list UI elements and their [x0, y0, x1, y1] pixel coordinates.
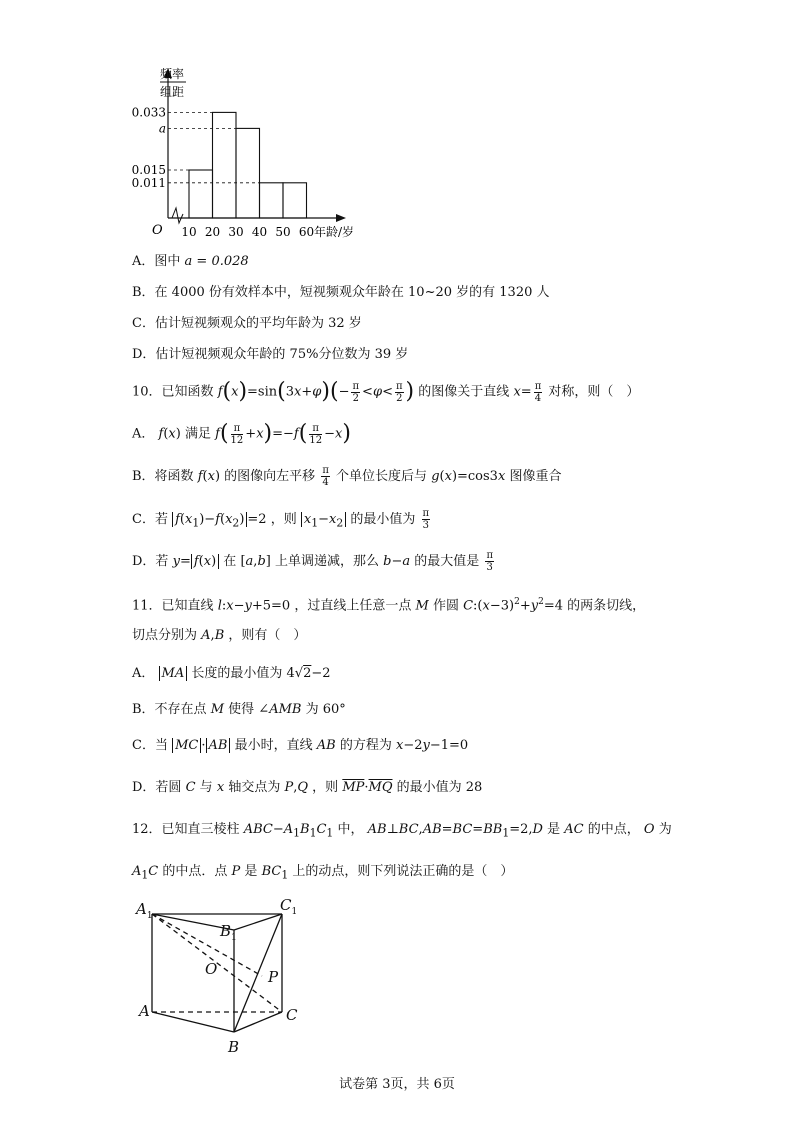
- q12-stem-e: 为: [658, 822, 672, 837]
- q10-option-b[interactable]: B．将函数 f(x) 的图像向左平移 $\frac{\pi}{4}$ 个单位长度后与 g(x)=cos3x 图像重合: [132, 465, 562, 488]
- y-tick-label: a: [158, 121, 166, 136]
- q12-stem-a: 12．已知直三棱柱: [132, 822, 240, 837]
- q10-option-c-a: C．若: [132, 512, 168, 527]
- q9-option-b[interactable]: [132, 283, 550, 303]
- q11-option-d-e: 的最小值为 28: [396, 780, 483, 795]
- y-axis-label-bottom: 组距: [159, 85, 185, 99]
- prism-diagram: [0, 890, 794, 1060]
- q11-stem-d: 的两条切线，: [567, 598, 646, 614]
- q11-option-d-b: 与: [199, 780, 213, 795]
- q9-option-a-expr: a = 0.028: [184, 254, 249, 269]
- q10-option-b-d: 图像重合: [509, 469, 562, 484]
- x-tick-label: 50: [275, 225, 291, 239]
- q11-stem-2: 切点分别为 A,B ，则有（ ）: [132, 628, 307, 643]
- q11-option-d-c: 轴交点为: [228, 780, 281, 795]
- y-tick-label: 0.015: [131, 163, 166, 177]
- q9-option-a[interactable]: [132, 252, 249, 272]
- q11-stem2-a: 切点分别为: [132, 628, 198, 643]
- q10-option-d-d: 的最大值是: [414, 554, 480, 569]
- q11-option-b-c: 为: [305, 702, 319, 717]
- q9-option-d-text: D．估计短视频观众年龄的 75%分位数为 39 岁: [132, 347, 409, 362]
- q10-option-b-a: B．将函数: [132, 469, 194, 484]
- y-tick-label: 0.011: [131, 175, 166, 190]
- q11-option-b-a: B．不存在点: [132, 702, 207, 717]
- q12-stem2-c: 上的动点，则下列说法正确的是（ ）: [292, 864, 514, 879]
- q9-option-c-text: C．估计短视频观众的平均年龄为 32 岁: [132, 316, 362, 331]
- q10-option-d[interactable]: D．若 y= f(x) 在 [a,b] 上单调递减，那么 b−a 的最大值是 $\frac{\pi}{3}$: [132, 550, 494, 573]
- q10-stem-a: 10．已知函数: [132, 384, 214, 400]
- q10-option-a-text: 满足: [184, 426, 211, 442]
- q12-stem-b: 中，: [337, 822, 364, 837]
- q10-stem-c: 对称，则（ ）: [548, 384, 640, 400]
- x-tick-label: 10: [181, 225, 197, 239]
- histogram-bar: [236, 128, 260, 218]
- q11-option-a-a: A．: [132, 666, 155, 681]
- x-axis-label: 年龄/岁: [314, 225, 355, 239]
- q11-option-b[interactable]: B．不存在点 M 使得 ∠AMB 为 60°: [132, 702, 346, 717]
- q11-option-d-a: D．若圆: [132, 780, 182, 795]
- q10-option-a-label: A．: [132, 426, 155, 442]
- q11-stem2-b: ，则有（ ）: [228, 628, 307, 643]
- q10-option-b-b: 的图像向左平移: [224, 469, 316, 484]
- page-footer: 试卷第 3页，共 6页: [339, 1077, 455, 1092]
- q11-option-c-b: 最小时，直线: [234, 738, 313, 753]
- q10-stem-b: 的图像关于直线: [418, 384, 510, 400]
- label-c: C: [286, 1006, 298, 1024]
- y-axis-label-top: 频率: [159, 67, 185, 81]
- q11-stem-c: 作圆: [432, 598, 459, 614]
- label-b: B: [228, 1038, 240, 1056]
- histogram-bar: [189, 170, 213, 218]
- origin-label: O: [152, 223, 163, 238]
- x-axis-arrow: [336, 214, 346, 222]
- q9-option-d[interactable]: [132, 345, 408, 365]
- q11-stem-a: 11．已知直线: [132, 598, 214, 614]
- x-tick-label: 30: [228, 225, 244, 239]
- axis-break: [172, 208, 183, 223]
- q10-stem: 10．已知函数 f(x)=sin(3x+φ)(− $\frac{\pi}{2}$ <φ< $\frac{\pi}{2}$ ) 的图像关于直线 x= $\frac{\pi}{4}$ 对称，则（ ）: [132, 379, 640, 404]
- label-p: P: [268, 968, 279, 986]
- label-a: A: [139, 1002, 150, 1020]
- label-o: O: [205, 960, 218, 978]
- histogram-bar: [283, 183, 307, 218]
- label-b1: $B_1$: [220, 922, 237, 943]
- q10-option-d-c: 上单调递减，那么: [274, 554, 379, 569]
- q10-option-c-c: 的最小值为: [350, 512, 416, 527]
- q11-option-d-d: ，则: [312, 780, 339, 795]
- edge-a-b: [152, 1012, 234, 1032]
- q12-stem2-b: 是: [244, 864, 258, 879]
- q10-option-b-c: 个单位长度后与: [336, 469, 428, 484]
- q10-option-c[interactable]: C．若 $f(x_1)-f(x_2) =2$ ，则 $x_1-x_2$ 的最小值为 $\frac{\pi}{3}$: [132, 508, 430, 531]
- label-a1: $A_1$: [136, 900, 153, 921]
- q9-option-b-text: B．在 4000 份有效样本中，短视频观众年龄在 10~20 岁的有 1320 人: [132, 285, 550, 300]
- q9-option-c[interactable]: [132, 314, 362, 334]
- q11-option-a-b: 长度的最小值为: [191, 666, 283, 681]
- q10-option-d-a: D．若: [132, 554, 169, 569]
- q11-option-b-b: 使得: [228, 702, 255, 717]
- q12-stem-2: $A_1C$ 的中点．点 P 是 $BC_1$ 上的动点，则下列说法正确的是（ ）: [132, 864, 514, 882]
- age-histogram: [0, 0, 794, 250]
- q11-stem-b: ，过直线上任意一点: [294, 598, 412, 614]
- x-tick-label: 40: [251, 225, 268, 239]
- q10-option-d-b: 在: [223, 554, 237, 569]
- q9-option-a-label: A．图中: [132, 254, 181, 269]
- q10-option-a[interactable]: A． f(x) 满足 f( $\frac{\pi}{12}$ +x)=−f( $\frac{\pi}{12}$ −x): [132, 421, 351, 446]
- q12-stem-d: 的中点，: [587, 822, 640, 837]
- q11-stem: 11．已知直线 l:x−y+5=0 ，过直线上任意一点 M 作圆 $C:(x-3)^2+y^2=4$ 的两条切线，: [132, 597, 646, 614]
- q11-option-a[interactable]: A． MA 长度的最小值为 4√2−2: [132, 666, 331, 681]
- q11-option-d[interactable]: D．若圆 C 与 x 轴交点为 P,Q ，则 $\overline{MP}\cdot\overline{MQ}$ 的最小值为 28: [132, 780, 483, 795]
- edge-b1-c1: [234, 914, 282, 930]
- q10-option-c-b: ，则: [270, 512, 297, 527]
- q11-option-c-a: C．当: [132, 738, 168, 753]
- y-tick-label: 0.033: [131, 105, 166, 120]
- histogram-bar: [260, 183, 284, 218]
- q11-option-c-c: 的方程为: [339, 738, 392, 753]
- q12-stem-c: 是: [547, 822, 561, 837]
- q11-option-c[interactable]: C．当 MC · AB 最小时，直线 AB 的方程为 x−2y−1=0: [132, 738, 469, 753]
- q12-stem2-a: 的中点．点: [162, 864, 228, 879]
- x-tick-label: 60: [298, 225, 315, 239]
- x-tick-label: 20: [204, 225, 221, 239]
- q12-stem: 12．已知直三棱柱 $ABC-A_1B_1C_1$ 中， $AB\perp BC,AB=BC=BB_1=2,D$ 是 AC 的中点， O 为: [132, 822, 672, 840]
- label-c1: $C_1$: [280, 896, 298, 917]
